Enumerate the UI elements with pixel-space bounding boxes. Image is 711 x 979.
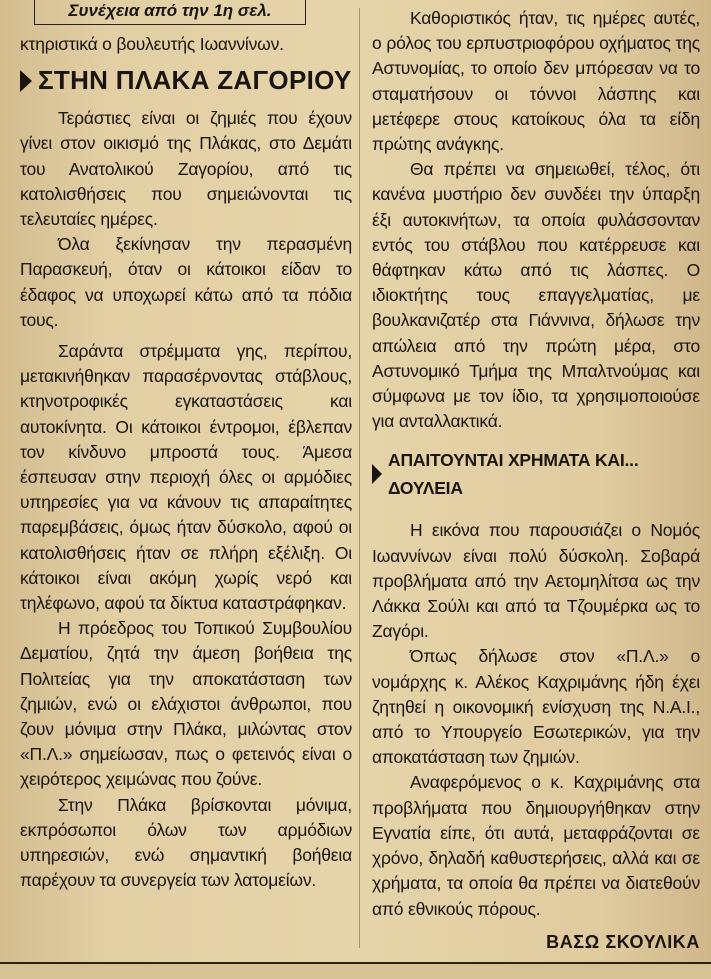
article-paragraph: Στην Πλάκα βρίσκονται μόνιμα, εκπρόσωποι όλων των αρμόδιων υπηρεσιών, ενώ σημαντική βοήθεια παρέχουν τα συνεργεία των λατομείων. <box>20 794 352 891</box>
lead-line: κτηριστικά ο βουλευτής Ιωαννίνων. <box>20 34 284 54</box>
article-paragraph: Αναφερόμενος ο κ. Καχριμάνης στα προβλήματα που δημιουργήθηκαν στην Εγνατία είπε, ότι αυτά, μεταφράζονται σε χρόνο, δηλαδή καθυστερήσεις, αλλά και σε χρήματα, τα οποία θα πρέπει να διατεθούν από εθνικούς πόρους. <box>372 772 700 919</box>
article-paragraph: Όλα ξεκίνησαν την περασμένη Παρασκευή, όταν οι κάτοικοι είδαν το έδαφος να υποχωρεί κάτω από τα πόδια τους. <box>20 234 352 330</box>
bottom-frame-border <box>0 962 711 979</box>
section-heading-money-work <box>372 446 700 502</box>
right-column <box>372 6 700 953</box>
section-heading-plaka <box>20 65 352 96</box>
column-divider <box>359 8 360 948</box>
author-byline: ΒΑΣΩ ΣΚΟΥΛΙΚΑ <box>546 931 700 952</box>
article-paragraph: Η εικόνα που παρουσιάζει ο Νομός Ιωαννίνων είναι πολύ δύσκολη. Σοβαρά προβλήματα από την Αετομηλίτσα ως την Λάκκα Σούλι και από τα Τζουμέρκα ως το Ζαγόρι. <box>372 520 700 642</box>
heading-arrow-icon <box>372 464 382 484</box>
section-heading-text: ΑΠΑΙΤΟΥΝΤΑΙ ΧΡΗΜΑΤΑ ΚΑΙ... ΔΟΥΛΕΙΑ <box>388 450 639 499</box>
article-paragraph: Η πρόεδρος του Τοπικού Συμβουλίου Δεματίου, ζητά την άμεση βοήθεια της Πολιτείας για την αποκατάσταση των ζημιών, ενώ οι ελάχιστοι άνθρωποι, που ζουν μόνιμα στην Πλάκα, μιλώντας στον «Π.Λ.» σημείωσαν, πως ο φετεινός είναι ο χειρότερος χειμώνας που ζούνε. <box>20 618 352 790</box>
section-heading-text: ΣΤΗΝ ΠΛΑΚΑ ΖΑΓΟΡΙΟΥ <box>38 65 352 96</box>
article-paragraph: Θα πρέπει να σημειωθεί, τέλος, ότι κανένα μυστήριο δεν συνδέει την ύπαρξη έξι αυτοκινήτων, τα οποία φυλάσσονταν εντός του στάβλου που κατέρρευσε και θάφτηκαν κάτω από τις λάσπες. Ο ιδιοκτήτης τους επαγγελματίας, με βουλκανιζατέρ στα Γιάννινα, δήλωσε την απώλεια από την πρώτη μέρα, στο Αστυνομικό Τμήμα της Μπαλτνούμας και σύμφωνα με τον ίδιο, τα χρησιμοποιούσε για ανταλλακτικά. <box>372 159 700 432</box>
continued-from-page-label: Συνέχεια από την 1η σελ. <box>34 0 306 25</box>
article-paragraph: Τεράστιες είναι οι ζημιές που έχουν γίνει στον οικισμό της Πλάκας, στο Δεμάτι του Ανατολικού Ζαγορίου, από τις κατολισθήσεις που σημειώνονται τις τελευταίες ημέρες. <box>20 108 352 230</box>
article-paragraph: Σαράντα στρέμματα γης, περίπου, μετακινήθηκαν παρασέρνοντας στάβλους, κτηνοτροφικές εγκαταστάσεις και αυτοκίνητα. Οι κάτοικοι έντρομοι, έβλεπαν τον κίνδυνο μπροστά τους. Άμεσα έσπευσαν στην περιοχή όλες οι αρμόδιες υπηρεσίες για να κάνουν τις απαραίτητες παρεμβάσεις, όμως ήταν δύσκολο, αφού οι κατολισθήσεις ήταν σε πλήρη εξέλιξη. Οι κάτοικοι είναι ακόμη χωρίς νερό και τηλέφωνο, αφού τα δίκτυα καταστράφηκαν. <box>20 341 352 614</box>
article-paragraph: Όπως δήλωσε στον «Π.Λ.» ο νομάρχης κ. Αλέκος Καχριμάνης ήδη έχει ζητηθεί η οικονομική ενίσχυση της Ν.Α.Ι., από το Υπουργείο Εσωτερικών, για την αποκατάσταση των ζημιών. <box>372 646 700 768</box>
left-column <box>20 32 352 894</box>
heading-arrow-icon <box>20 70 32 92</box>
article-paragraph: Καθοριστικός ήταν, τις ημέρες αυτές, ο ρόλος του ερπυστριοφόρου οχήματος της Αστυνομίας, το οποίο δεν μπόρεσαν να το σταματήσουν οι τόννοι λάσπης και μετέφερε στους κατοίκους όλα τα είδη πρώτης ανάγκης. <box>372 8 700 155</box>
